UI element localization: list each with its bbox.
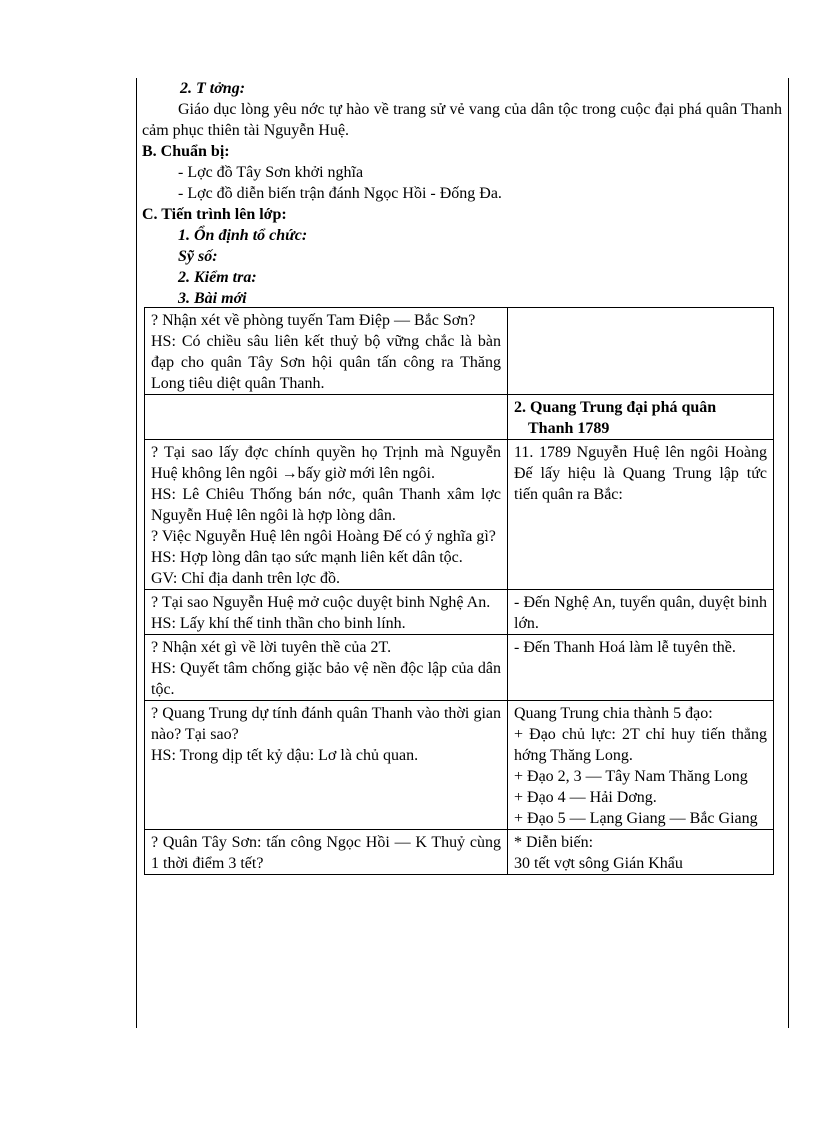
teacher-student-cell <box>145 590 508 635</box>
process-title: C. Tiến trình lên lớp: <box>142 206 287 223</box>
content-text: + Đạo chủ lực: 2T chỉ huy tiến thẳng hớng Thăng Long. <box>514 726 767 764</box>
prep-title: B. Chuẩn bị: <box>142 143 230 160</box>
content-cell <box>508 308 774 395</box>
question: ? Quân Tây Sơn: tấn công Ngọc Hồi — K Thuỷ cùng 1 thời điểm 3 tết? <box>151 834 501 872</box>
content-cell <box>508 440 774 590</box>
table-row <box>145 308 774 395</box>
teacher-student-cell <box>145 395 508 440</box>
table-row <box>145 440 774 590</box>
section-heading: 2. Quang Trung đại phá quân <box>514 399 717 416</box>
teacher-student-cell <box>145 701 508 830</box>
step-3: 3. Bài mới <box>178 290 247 307</box>
content-cell <box>508 830 774 875</box>
objective-title: 2. T tởng: <box>180 80 246 97</box>
table-row <box>145 590 774 635</box>
question: ? Tại sao lấy đợc chính quyền họ Trịnh mà Nguyễn Huệ không lên ngôi →bấy giờ mới lên ngôi. <box>151 444 501 482</box>
answer: HS: Có chiều sâu liên kết thuỷ bộ vững chắc là bàn đạp cho quân Tây Sơn hội quân tấn công ra Thăng Long tiêu diệt quân Thanh. <box>151 333 501 392</box>
question: ? Tại sao Nguyễn Huệ mở cuộc duyệt binh Nghệ An. <box>151 594 491 611</box>
step-1: 1. Ổn định tổ chức: <box>178 227 308 244</box>
section-heading-line2: Thanh 1789 <box>528 420 610 437</box>
content-text: - Đến Thanh Hoá làm lễ tuyên thề. <box>514 639 736 656</box>
table-row <box>145 395 774 440</box>
question: ? Quang Trung dự tính đánh quân Thanh vào thời gian nào? Tại sao? <box>151 705 501 743</box>
table-row <box>145 635 774 701</box>
content-cell <box>508 590 774 635</box>
content-text: + Đạo 5 — Lạng Giang — Bắc Giang <box>514 810 758 827</box>
question: ? Nhận xét về phòng tuyến Tam Điệp — Bắc Sơn? <box>151 312 476 329</box>
content-text: + Đạo 4 — Hải Dơng. <box>514 789 657 806</box>
content-text: 30 tết vợt sông Gián Khẩu <box>514 855 683 872</box>
objective-text: Giáo dục lòng yêu nớc tự hào về trang sử vẻ vang của dân tộc trong cuộc đại phá quân Thanh cảm phục thiên tài Nguyễn Huệ. <box>142 101 782 139</box>
answer: HS: Quyết tâm chống giặc bảo vệ nền độc lập của dân tộc. <box>151 660 501 698</box>
teacher-student-cell <box>145 308 508 395</box>
step-2: 2. Kiểm tra: <box>178 269 257 286</box>
content-text: * Diễn biến: <box>514 834 594 851</box>
table-row <box>145 830 774 875</box>
question: ? Nhận xét gì về lời tuyên thề của 2T. <box>151 639 392 656</box>
content-text: Quang Trung chia thành 5 đạo: <box>514 705 713 722</box>
content-text: + Đạo 2, 3 — Tây Nam Thăng Long <box>514 768 748 785</box>
teacher-student-cell <box>145 830 508 875</box>
prep-item: - Lợc đồ diễn biến trận đánh Ngọc Hồi - Đống Đa. <box>178 185 502 202</box>
content-text: - Đến Nghệ An, tuyển quân, duyệt binh lớn. <box>514 594 767 632</box>
content-cell <box>508 635 774 701</box>
answer: HS: Trong dịp tết kỷ dậu: Lơ là chủ quan. <box>151 747 419 764</box>
question: ? Việc Nguyễn Huệ lên ngôi Hoàng Đế có ý nghĩa gì? <box>151 528 496 545</box>
lesson-table <box>144 307 774 875</box>
answer: HS: Lấy khí thế tinh thần cho binh lính. <box>151 615 406 632</box>
table-row <box>145 701 774 830</box>
lesson-header <box>142 78 782 309</box>
section-heading-cell <box>508 395 774 440</box>
teacher-student-cell <box>145 635 508 701</box>
teacher-note: GV: Chỉ địa danh trên lợc đồ. <box>151 570 341 587</box>
content-cell <box>508 701 774 830</box>
step-1-attendance: Sỹ số: <box>178 248 218 265</box>
answer: HS: Hợp lòng dân tạo sức mạnh liên kết dân tộc. <box>151 549 463 566</box>
prep-item: - Lợc đồ Tây Sơn khởi nghĩa <box>178 164 364 181</box>
content-text: 11. 1789 Nguyễn Huệ lên ngôi Hoàng Đế lấy hiệu là Quang Trung lập tức tiến quân ra Bắc: <box>514 444 767 503</box>
answer: HS: Lê Chiêu Thống bán nớc, quân Thanh xâm lợc Nguyễn Huệ lên ngôi là hợp lòng dân. <box>151 486 501 524</box>
teacher-student-cell <box>145 440 508 590</box>
